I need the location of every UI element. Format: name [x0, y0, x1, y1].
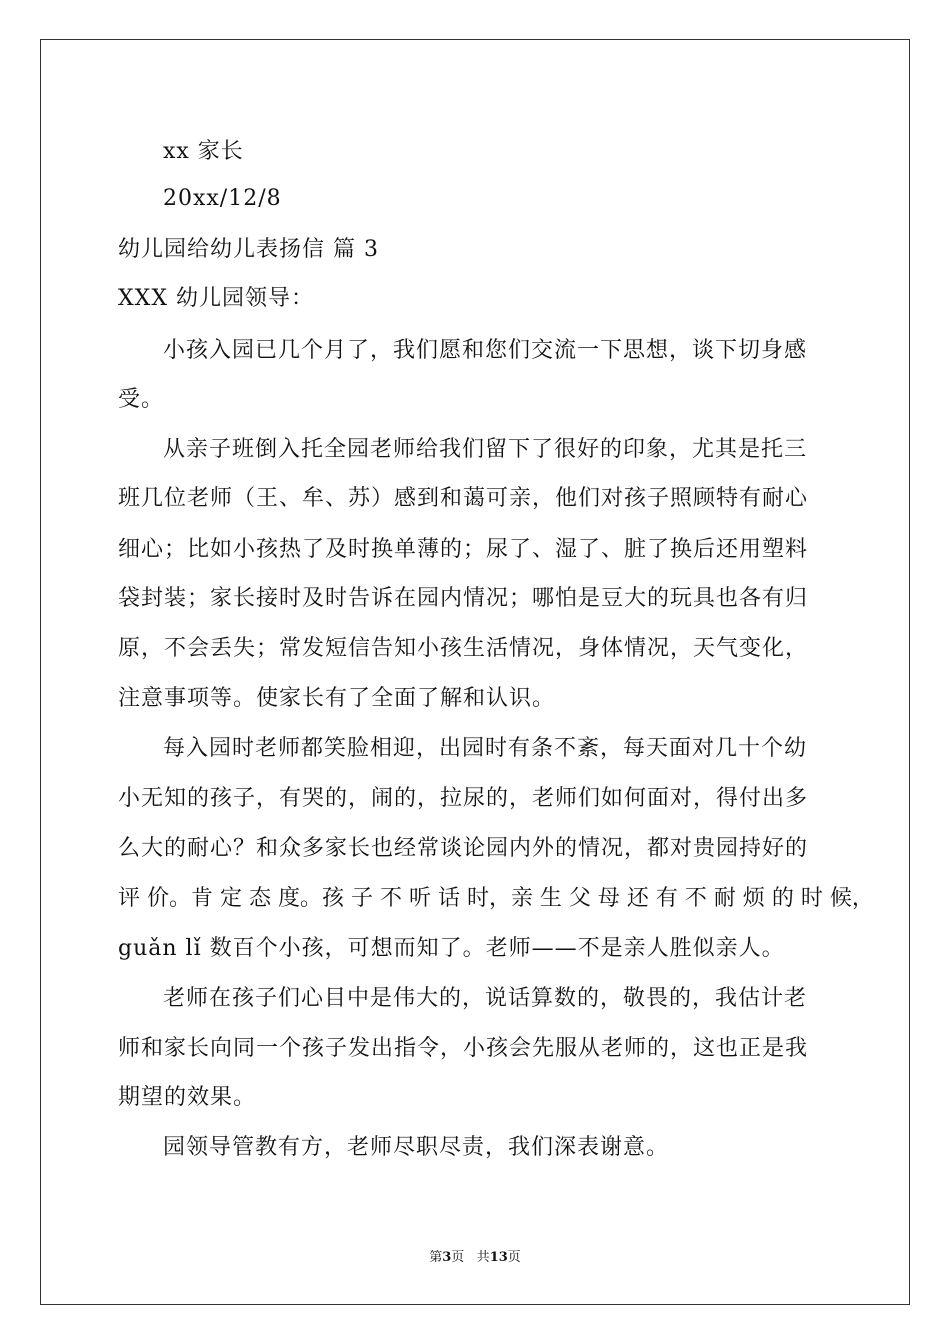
footer-page-prefix: 第: [429, 1250, 443, 1265]
paragraph-line: 园领导管教有方，老师尽职尽责，我们深表谢意。: [163, 1135, 670, 1160]
paragraph-line: 袋封装；家长接时及时告诉在园内情况；哪怕是豆大的玩具也各有归: [118, 586, 809, 611]
paragraph-line: 细心；比如小孩热了及时换单薄的；尿了、湿了、脏了换后还用塑料: [118, 537, 809, 562]
paragraph-line: 每入园时老师都笑脸相迎，出园时有条不紊，每天面对几十个幼: [163, 736, 808, 761]
footer-page-suffix: 页: [451, 1250, 465, 1265]
paragraph-line: 师和家长向同一个孩子发出指令，小孩会先服从老师的，这也正是我: [118, 1036, 809, 1061]
paragraph-line: 小无知的孩子，有哭的，闹的，拉尿的，老师们如何面对，得付出多: [118, 786, 809, 811]
paragraph-line: 评 价。肯 定 态 度。孩 子 不 听 话 时，亲 生 父 母 还 有 不 耐 烦 的 时 候，: [118, 886, 874, 911]
footer-total-prefix: 共: [476, 1250, 490, 1265]
footer-total-number: 13: [489, 1250, 508, 1265]
paragraph-line: 班几位老师（王、牟、苏）感到和蔼可亲，他们对孩子照顾特有耐心: [118, 486, 809, 511]
footer-page-number: 3: [442, 1250, 452, 1265]
paragraph-line: 原，不会丢失；常发短信告知小孩生活情况，身体情况，天气变化，: [118, 636, 809, 661]
paragraph-line: 老师在孩子们心目中是伟大的，说话算数的，敬畏的，我估计老: [163, 986, 808, 1011]
page-footer: [0, 1249, 950, 1267]
paragraph-line: guǎn lǐ 数百个小孩，可想而知了。老师——不是亲人胜似亲人。: [118, 936, 785, 961]
paragraph-line: 么大的耐心？和众多家长也经常谈论园内外的情况，都对贵园持好的: [118, 836, 809, 861]
page-border: [40, 39, 910, 1305]
footer-total-suffix: 页: [507, 1250, 521, 1265]
paragraph-line: 注意事项等。使家长有了全面了解和认识。: [118, 686, 556, 711]
salutation: XXX 幼儿园领导：: [118, 286, 314, 311]
section-title: 幼儿园给幼儿表扬信 篇 3: [118, 237, 379, 262]
paragraph-line: 从亲子班倒入托全园老师给我们留下了很好的印象，尤其是托三: [163, 437, 808, 462]
signature-name: xx 家长: [163, 139, 244, 164]
signature-date: 20xx/12/8: [163, 186, 282, 211]
paragraph-line: 受。: [118, 387, 165, 412]
paragraph-line: 期望的效果。: [118, 1085, 257, 1110]
paragraph-line: 小孩入园已几个月了，我们愿和您们交流一下思想，谈下切身感: [163, 338, 808, 363]
